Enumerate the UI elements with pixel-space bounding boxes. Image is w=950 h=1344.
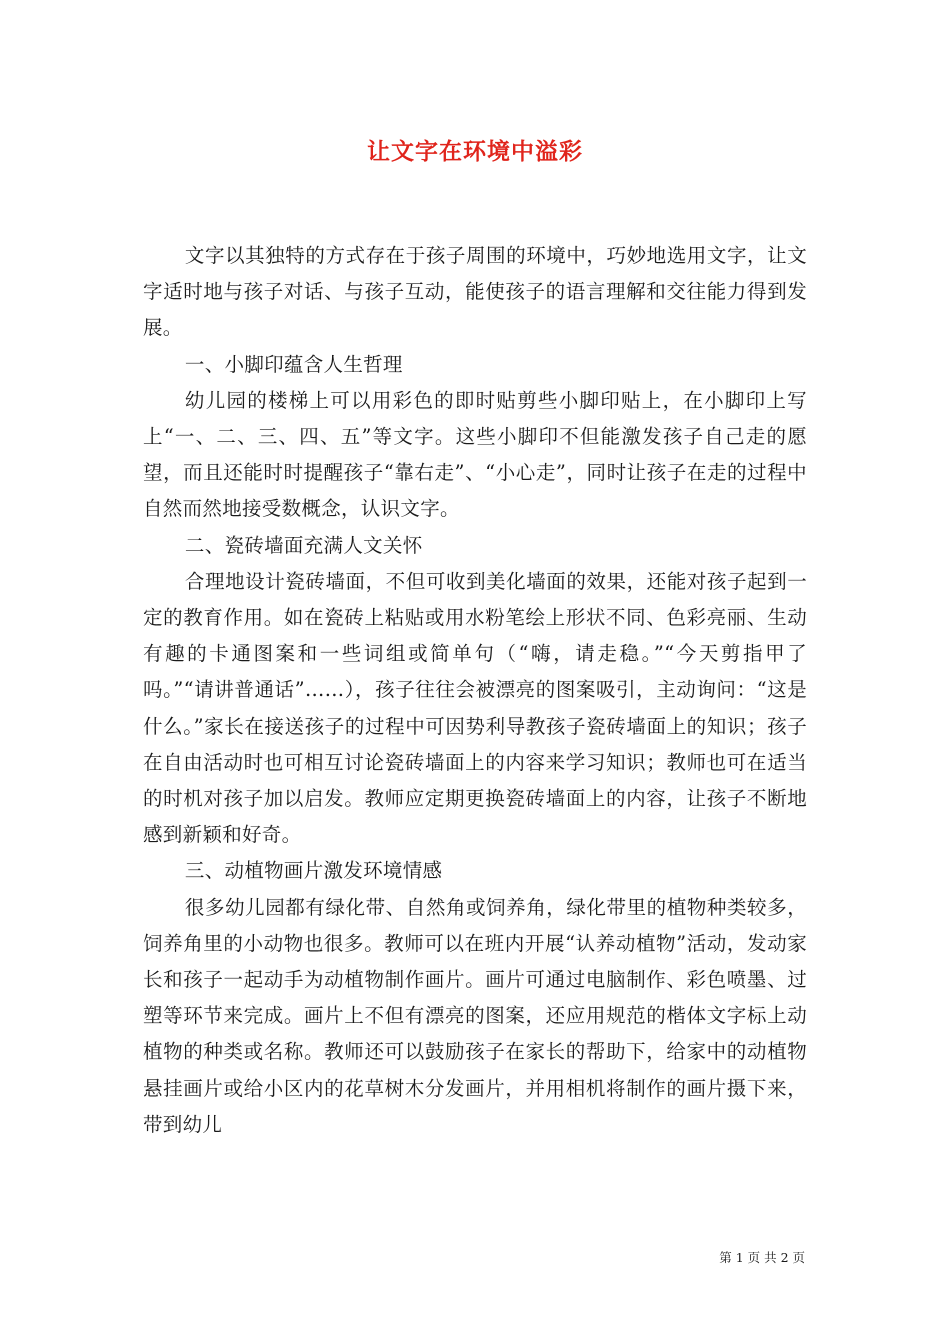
section-heading-1: 一、小脚印蕴含人生哲理 (184, 352, 403, 376)
document-title: 让文字在环境中溢彩 (367, 138, 583, 165)
section-heading-3: 三、动植物画片激发环境情感 (184, 859, 443, 883)
intro-paragraph: 文字以其独特的方式存在于孩子周围的环境中，巧妙地选用文字，让文字适时地与孩子对话、与孩子互动，能使孩子的语言理解和交往能力得到发展。 (143, 244, 807, 340)
section-2-paragraph: 合理地设计瓷砖墙面，不但可收到美化墙面的效果，还能对孩子起到一定的教育作用。如在瓷砖上粘贴或用水粉笔绘上形状不同、色彩亮丽、生动有趣的卡通图案和一些词组或简单句（“嗨，请走稳。”“今天剪指甲了吗。”“请讲普通话”……），孩子往往会被漂亮的图案吸引，主动询问：“这是什么。”家长在接送孩子的过程中可因势利导教孩子瓷砖墙面上的知识；孩子在自由活动时也可相互讨论瓷砖墙面上的内容来学习知识；教师也可在适当的时机对孩子加以启发。教师应定期更换瓷砖墙面上的内容，让孩子不断地感到新颖和好奇。 (143, 569, 807, 847)
section-heading-2: 二、瓷砖墙面充满人文关怀 (184, 533, 423, 557)
document-body (143, 238, 807, 1143)
page-number-footer: 第 1 页 共 2 页 (719, 1250, 805, 1265)
section-1-paragraph: 幼儿园的楼梯上可以用彩色的即时贴剪些小脚印贴上，在小脚印上写上“一、二、三、四、五”等文字。这些小脚印不但能激发孩子自己走的愿望，而且还能时时提醒孩子“靠右走”、“小心走”，同时让孩子在走的过程中自然而然地接受数概念，认识文字。 (143, 388, 807, 521)
section-3-paragraph: 很多幼儿园都有绿化带、自然角或饲养角，绿化带里的植物种类较多，饲养角里的小动物也很多。教师可以在班内开展“认养动植物”活动，发动家长和孩子一起动手为动植物制作画片。画片可通过电脑制作、彩色喷墨、过塑等环节来完成。画片上不但有漂亮的图案，还应用规范的楷体文字标上动植物的种类或名称。教师还可以鼓励孩子在家长的帮助下，给家中的动植物悬挂画片或给小区内的花草树木分发画片，并用相机将制作的画片摄下来，带到幼儿 (143, 895, 807, 1136)
